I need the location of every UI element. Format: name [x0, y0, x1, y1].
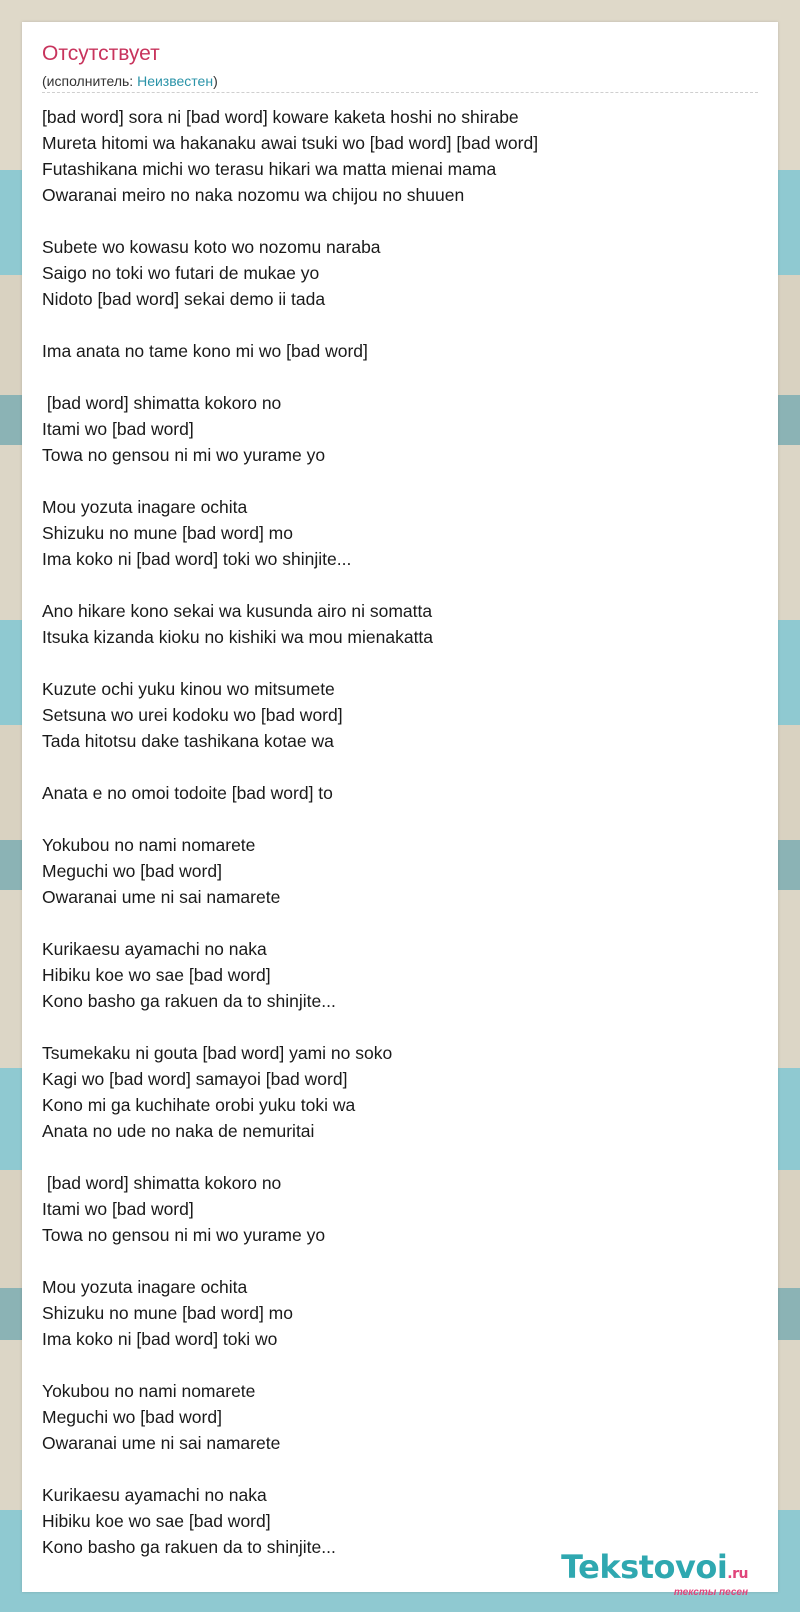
lyrics-line: Kurikaesu ayamachi no naka — [42, 939, 267, 959]
lyrics-stanza — [42, 1170, 758, 1248]
logo-tagline: тексты песен — [673, 1587, 748, 1598]
lyrics-line: Owaranai ume ni sai namarete — [42, 887, 281, 907]
lyrics-stanza — [42, 338, 758, 364]
lyrics-line: [bad word] shimatta kokoro no — [42, 1173, 282, 1193]
logo-domain: .ru — [727, 1566, 748, 1582]
lyrics-line: Itami wo [bad word] — [42, 1199, 194, 1219]
lyrics-line: Shizuku no mune [bad word] mo — [42, 1303, 293, 1323]
lyrics-line: Itsuka kizanda kioku no kishiki wa mou mienakatta — [42, 627, 434, 647]
lyrics-line: [bad word] sora ni [bad word] koware kaketa hoshi no shirabe — [42, 107, 519, 127]
lyrics-line: Setsuna wo urei kodoku wo [bad word] — [42, 705, 343, 725]
artist-suffix: ) — [213, 73, 218, 89]
lyrics-line: Itami wo [bad word] — [42, 419, 194, 439]
lyrics-line: Owaranai ume ni sai namarete — [42, 1433, 281, 1453]
lyrics-stanza — [42, 676, 758, 754]
lyrics-line: Towa no gensou ni mi wo yurame yo — [42, 445, 326, 465]
lyrics-line: Nidoto [bad word] sekai demo ii tada — [42, 289, 326, 309]
lyrics-line: Shizuku no mune [bad word] mo — [42, 523, 293, 543]
lyrics-stanza — [42, 104, 758, 208]
artist-line — [42, 73, 218, 89]
lyrics-line: Kono mi ga kuchihate orobi yuku toki wa — [42, 1095, 356, 1115]
lyrics-stanza — [42, 936, 758, 1014]
lyrics-line: Tsumekaku ni gouta [bad word] yami no soko — [42, 1043, 393, 1063]
lyrics-stanza — [42, 494, 758, 572]
lyrics-line: Kono basho ga rakuen da to shinjite... — [42, 1537, 336, 1557]
lyrics-stanza — [42, 1274, 758, 1352]
lyrics-line: Kurikaesu ayamachi no naka — [42, 1485, 267, 1505]
site-logo[interactable] — [561, 1550, 748, 1598]
lyrics-line: Anata no ude no naka de nemuritai — [42, 1121, 315, 1141]
lyrics-line: Kagi wo [bad word] samayoi [bad word] — [42, 1069, 348, 1089]
lyrics-line: Ima koko ni [bad word] toki wo shinjite... — [42, 549, 352, 569]
artist-prefix: (исполнитель: — [42, 73, 138, 89]
lyrics-body — [42, 104, 758, 1586]
lyrics-line: Meguchi wo [bad word] — [42, 1407, 222, 1427]
lyrics-line: Mou yozuta inagare ochita — [42, 1277, 248, 1297]
lyrics-line: Kuzute ochi yuku kinou wo mitsumete — [42, 679, 335, 699]
lyrics-line: Hibiku koe wo sae [bad word] — [42, 1511, 271, 1531]
lyrics-line: Futashikana michi wo terasu hikari wa matta mienai mama — [42, 159, 497, 179]
lyrics-stanza — [42, 390, 758, 468]
lyrics-line: Ima koko ni [bad word] toki wo — [42, 1329, 278, 1349]
lyrics-line: Ima anata no tame kono mi wo [bad word] — [42, 341, 368, 361]
lyrics-line: Owaranai meiro no naka nozomu wa chijou no shuuen — [42, 185, 465, 205]
lyrics-stanza — [42, 832, 758, 910]
lyrics-line: Mou yozuta inagare ochita — [42, 497, 248, 517]
lyrics-line: Anata e no omoi todoite [bad word] to — [42, 783, 333, 803]
lyrics-line: Meguchi wo [bad word] — [42, 861, 222, 881]
lyrics-stanza — [42, 780, 758, 806]
header-divider — [42, 92, 758, 93]
lyrics-card — [22, 22, 778, 1598]
artist-link[interactable]: Неизвестен — [137, 73, 214, 89]
lyrics-line: Yokubou no nami nomarete — [42, 835, 256, 855]
lyrics-line: Hibiku koe wo sae [bad word] — [42, 965, 271, 985]
lyrics-stanza — [42, 1040, 758, 1144]
lyrics-line: Yokubou no nami nomarete — [42, 1381, 256, 1401]
lyrics-line: Ano hikare kono sekai wa kusunda airo ni somatta — [42, 601, 433, 621]
lyrics-line: Tada hitotsu dake tashikana kotae wa — [42, 731, 334, 751]
lyrics-line: [bad word] shimatta kokoro no — [42, 393, 282, 413]
song-title: Отсутствует — [42, 42, 160, 65]
logo-text: Tekstovoi — [561, 1548, 728, 1586]
lyrics-stanza — [42, 598, 758, 650]
lyrics-stanza — [42, 1378, 758, 1456]
lyrics-line: Saigo no toki wo futari de mukae yo — [42, 263, 320, 283]
lyrics-line: Mureta hitomi wa hakanaku awai tsuki wo [bad word] [bad word] — [42, 133, 539, 153]
lyrics-stanza — [42, 234, 758, 312]
lyrics-line: Towa no gensou ni mi wo yurame yo — [42, 1225, 326, 1245]
lyrics-line: Kono basho ga rakuen da to shinjite... — [42, 991, 336, 1011]
lyrics-line: Subete wo kowasu koto wo nozomu naraba — [42, 237, 381, 257]
